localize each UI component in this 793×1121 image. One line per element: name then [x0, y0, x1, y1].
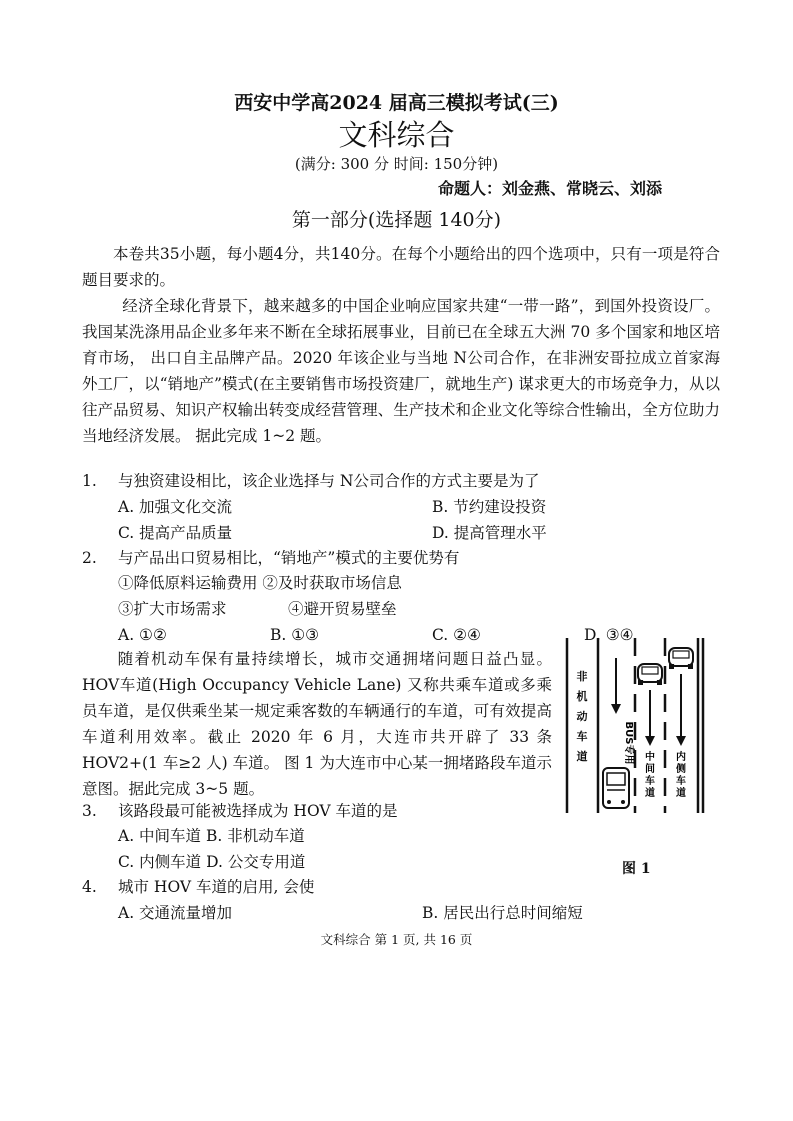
arrow-inner-lane-head: [676, 736, 686, 746]
section-title: 第一部分(选择题 140分): [291, 209, 502, 231]
lane-diagram-svg: [560, 638, 720, 813]
page-footer: 文科综合 第 1 页, 共 16 页: [320, 932, 473, 947]
q2-statement-4: ④避开贸易壁垒: [288, 600, 397, 618]
arrow-bus-lane-head: [611, 704, 621, 714]
subject-title: 文科综合: [338, 118, 455, 152]
q3-options-c-d: C. 内侧车道 D. 公交专用道: [118, 853, 306, 871]
q2-statement-3: ③扩大市场需求: [118, 600, 227, 618]
q2-option-a: A. ①②: [118, 626, 167, 644]
lane-label-middle: 中间车道: [645, 752, 655, 799]
q4-number: 4.: [82, 878, 97, 896]
q3-stem: 该路段最可能被选择成为 HOV 车道的是: [118, 802, 398, 820]
lane-label-inner: 内侧车道: [676, 752, 686, 799]
q3-number: 3.: [82, 802, 97, 820]
q4-stem: 城市 HOV 车道的启用, 会使: [118, 878, 315, 896]
score-time: (满分: 300 分 时间: 150分钟): [294, 155, 499, 173]
q1-option-a: A. 加强文化交流: [118, 498, 233, 516]
q1-option-d: D. 提高管理水平: [432, 524, 547, 542]
q4-option-b: B. 居民出行总时间缩短: [422, 904, 583, 922]
q2-statements-1-2: ①降低原料运输费用 ②及时获取市场信息: [118, 574, 402, 592]
bus-icon: [603, 768, 629, 808]
q1-stem: 与独资建设相比，该企业选择与 N公司合作的方式主要是为了: [118, 472, 540, 490]
q2-option-d: D. ③④: [584, 626, 634, 644]
q2-option-c: C. ②④: [432, 626, 481, 644]
q2-number: 2.: [82, 549, 97, 567]
car-icon-inner: [669, 648, 693, 669]
lane-diagram: [560, 638, 720, 813]
q3-options-a-b: A. 中间车道 B. 非机动车道: [118, 827, 305, 845]
lane-label-bus: BUS专用: [623, 721, 634, 765]
instructions: 本卷共35小题，每小题4分，共140分。在每个小题给出的四个选项中，只有一项是符合题目要求的。: [82, 245, 720, 289]
q1-option-c: C. 提高产品质量: [118, 524, 233, 542]
exam-title: 西安中学高2024 届高三模拟考试(三): [234, 92, 559, 114]
arrow-middle-lane-head: [645, 736, 655, 746]
lane-label-non-motor: 非机动车道: [576, 670, 588, 763]
proposers: 命题人：刘金燕、常晓云、刘添: [438, 179, 663, 198]
q4-option-a: A. 交通流量增加: [118, 904, 233, 922]
q1-number: 1.: [82, 472, 97, 490]
q2-option-b: B. ①③: [270, 626, 320, 644]
q2-stem: 与产品出口贸易相比，“销地产”模式的主要优势有: [118, 549, 460, 567]
passage-1: 经济全球化背景下，越来越多的中国企业响应国家共建“一带一路”，到国外投资设厂。我国某洗涤用品企业多年来不断在全球拓展事业，目前已在全球五大洲 70 多个国家和地区培育市场， 出口自主品牌产品。2020 年该企业与当地 N公司合作，在非洲安哥拉成立首家海外工厂，以“销地产”模式(在主要销售市场投资建厂，就地生产) 谋求更大的市场竞争力，从以往产品贸易、知识产权输出转变成经营管理、生产技术和企业文化等综合性输出，全方位助力当地经济发展。 据此完成 1~2 题。: [82, 297, 720, 445]
car-icon-middle: [638, 664, 662, 685]
passage-2: 随着机动车保有量持续增长，城市交通拥堵问题日益凸显。HOV车道(High Occupancy Vehicle Lane) 又称共乘车道或多乘员车道，是仅供乘坐某一规定乘客数的车辆通行的车道，可有效提高车道利用效率。截止 2020 年 6 月，大连市共开辟了 33 条 HOV2+(1 车≥2 人) 车道。 图 1 为大连市中心某一拥堵路段车道示意图。据此完成 3~5 题。: [82, 650, 552, 798]
q1-option-b: B. 节约建设投资: [432, 498, 547, 516]
figure-caption: 图 1: [622, 861, 651, 877]
